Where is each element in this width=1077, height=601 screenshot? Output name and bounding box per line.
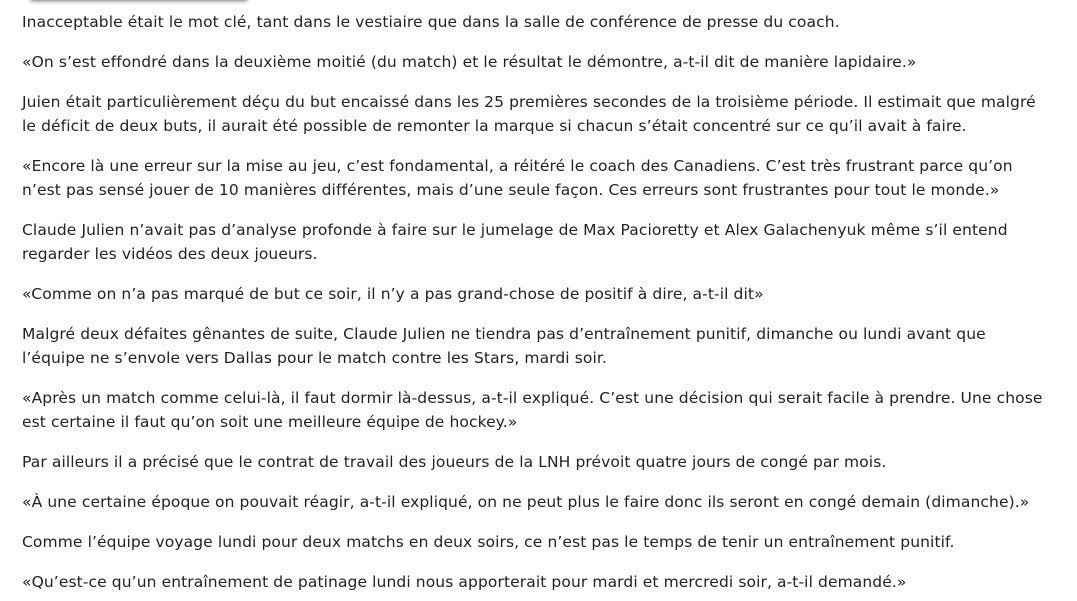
article-paragraph: «Qu’est-ce qu’un entraînement de patinage lundi nous apporterait pour mardi et mercredi soir, a-t-il demandé.»	[22, 573, 907, 591]
article-paragraph: Malgré deux défaites gênantes de suite, Claude Julien ne tiendra pas d’entraînement punitif, dimanche ou lundi avant que l’équipe ne s’envole vers Dallas pour le match contre les Stars, mardi soir.	[22, 325, 986, 367]
article-paragraph: Inacceptable était le mot clé, tant dans le vestiaire que dans la salle de conférence de presse du coach.	[22, 13, 840, 31]
article-paragraph: «Après un match comme celui-là, il faut dormir là-dessus, a-t-il expliqué. C’est une décision qui serait facile à prendre. Une chose est certaine il faut qu’on soit une meilleure équipe de hockey.»	[22, 389, 1043, 431]
article-paragraph: Par ailleurs il a précisé que le contrat de travail des joueurs de la LNH prévoit quatre jours de congé par mois.	[22, 453, 887, 471]
article-paragraph: «Comme on n’a pas marqué de but ce soir, il n’y a pas grand-chose de positif à dire, a-t-il dit»	[22, 285, 764, 303]
article-paragraph: «À une certaine époque on pouvait réagir, a-t-il expliqué, on ne peut plus le faire donc ils seront en congé demain (dimanche).»	[22, 493, 1030, 511]
article-paragraph: «Encore là une erreur sur la mise au jeu, c’est fondamental, a réitéré le coach des Canadiens. C’est très frustrant parce qu’on n’est pas sensé jouer de 10 manières différentes, mais d’une seule façon. Ces erreurs sont frustrantes pour tout le monde.»	[22, 157, 1013, 199]
article-paragraph: Juien était particulièrement déçu du but encaissé dans les 25 premières secondes de la troisième période. Il estimait que malgré le déficit de deux buts, il aurait été possible de remonter la marque si chacun s’était concentré sur ce qu’il avait à faire.	[22, 93, 1036, 135]
article-paragraph: Comme l’équipe voyage lundi pour deux matchs en deux soirs, ce n’est pas le temps de tenir un entraînement punitif.	[22, 533, 955, 551]
article-paragraph: «On s’est effondré dans la deuxième moitié (du match) et le résultat le démontre, a-t-il dit de manière lapidaire.»	[22, 53, 917, 71]
article-body	[22, 10, 1044, 601]
article-paragraph: Claude Julien n’avait pas d’analyse profonde à faire sur le jumelage de Max Pacioretty et Alex Galachenyuk même s’il entend regarder les vidéos des deux joueurs.	[22, 221, 1008, 263]
